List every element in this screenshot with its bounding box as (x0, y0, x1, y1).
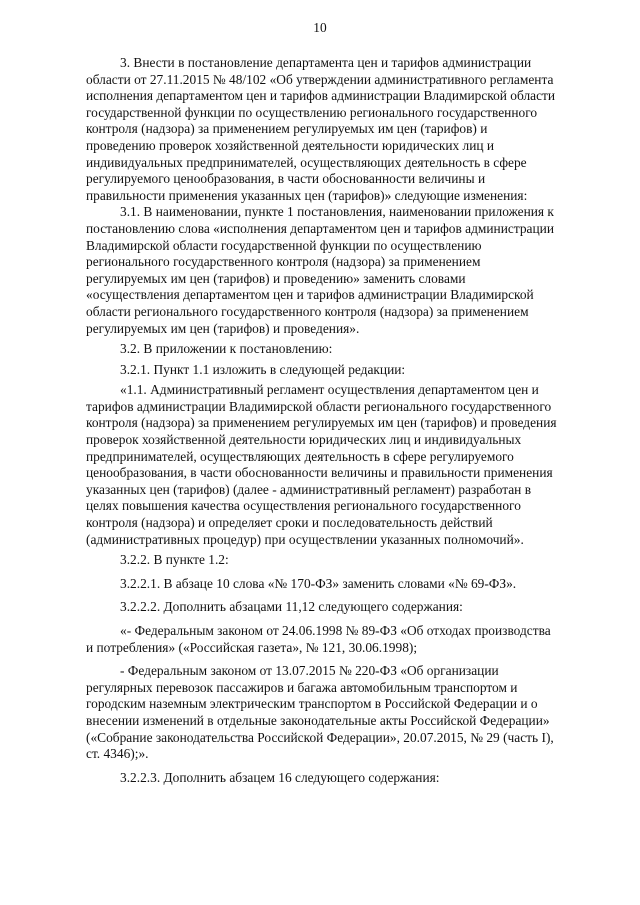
paragraph-law-89-fz: «- Федеральным законом от 24.06.1998 № 89-ФЗ «Об отходах производства и потребления» («Российская газета», № 121, 30.06.1998); (86, 623, 551, 655)
paragraph-item-3-2-2-1: 3.2.2.1. В абзаце 10 слова «№ 170-ФЗ» заменить словами «№ 69-ФЗ». (120, 575, 517, 591)
paragraph-item-3-2: 3.2. В приложении к постановлению: (120, 341, 333, 357)
paragraph-item-1-1-quote: «1.1. Административный регламент осуществления департаментом цен и тарифов администрации Владимирской области регионального государственного контроля (надзора) за применением регулируемых им цен (тарифов) и проведения проверок хозяйственной деятельности юридических лиц и индивидуальных предпринимателей, осуществляющих деятельность в сфере регулируемого ценообразования, в части обоснованности величины и правильности применения указанных цен (тарифов) (далее - административный регламент) разработан в целях повышения качества осуществления регионального государственного контроля (надзора) и определяет сроки и последовательность действий (административных процедур) при осуществлении указанных полномочий». (86, 382, 557, 547)
paragraph-item-3: 3. Внести в постановление департамента цен и тарифов администрации области от 27.11.2015 № 48/102 «Об утверждении административного регламента исполнения департаментом цен и тарифов администрации Владимирской области государственной функции по осуществлению регионального государственного контроля (надзора) за применением регулируемых им цен (тарифов) и проведению проверок хозяйственной деятельности юридических лиц и индивидуальных предпринимателей, осуществляющих деятельность в сфере регулируемого ценообразования, в части обоснованности величины и правильности применения указанных цен (тарифов)» следующие изменения: (86, 55, 556, 203)
paragraph-item-3-2-2-3: 3.2.2.3. Дополнить абзацем 16 следующего содержания: (120, 769, 440, 785)
page-number: 10 (313, 20, 327, 35)
paragraph-item-3-1: 3.1. В наименовании, пункте 1 постановления, наименовании приложения к постановлению слова «исполнения департаментом цен и тарифов администрации Владимирской области государственной функции по осуществлению регионального государственного контроля (надзора) за применением регулируемых им цен (тарифов) и проведению» заменить словами «осуществления департаментом цен и тарифов администрации Владимирской области регионального государственного контроля (надзора) за применением регулируемых им цен (тарифов) и проведения». (86, 204, 554, 336)
paragraph-item-3-2-2: 3.2.2. В пункте 1.2: (120, 552, 229, 568)
document-body (86, 55, 594, 786)
paragraph-law-220-fz: - Федеральным законом от 13.07.2015 № 220-ФЗ «Об организации регулярных перевозок пассажиров и багажа автомобильным транспортом и городским наземным электрическим транспортом в Российской Федерации и о внесении изменений в отдельные законодательные акты Российской Федерации» («Собрание законодательства Российской Федерации», 20.07.2015, № 29 (часть I), ст. 4346);». (86, 663, 554, 762)
paragraph-item-3-2-2-2: 3.2.2.2. Дополнить абзацами 11,12 следующего содержания: (120, 599, 463, 615)
paragraph-item-3-2-1: 3.2.1. Пункт 1.1 изложить в следующей редакции: (120, 361, 406, 377)
